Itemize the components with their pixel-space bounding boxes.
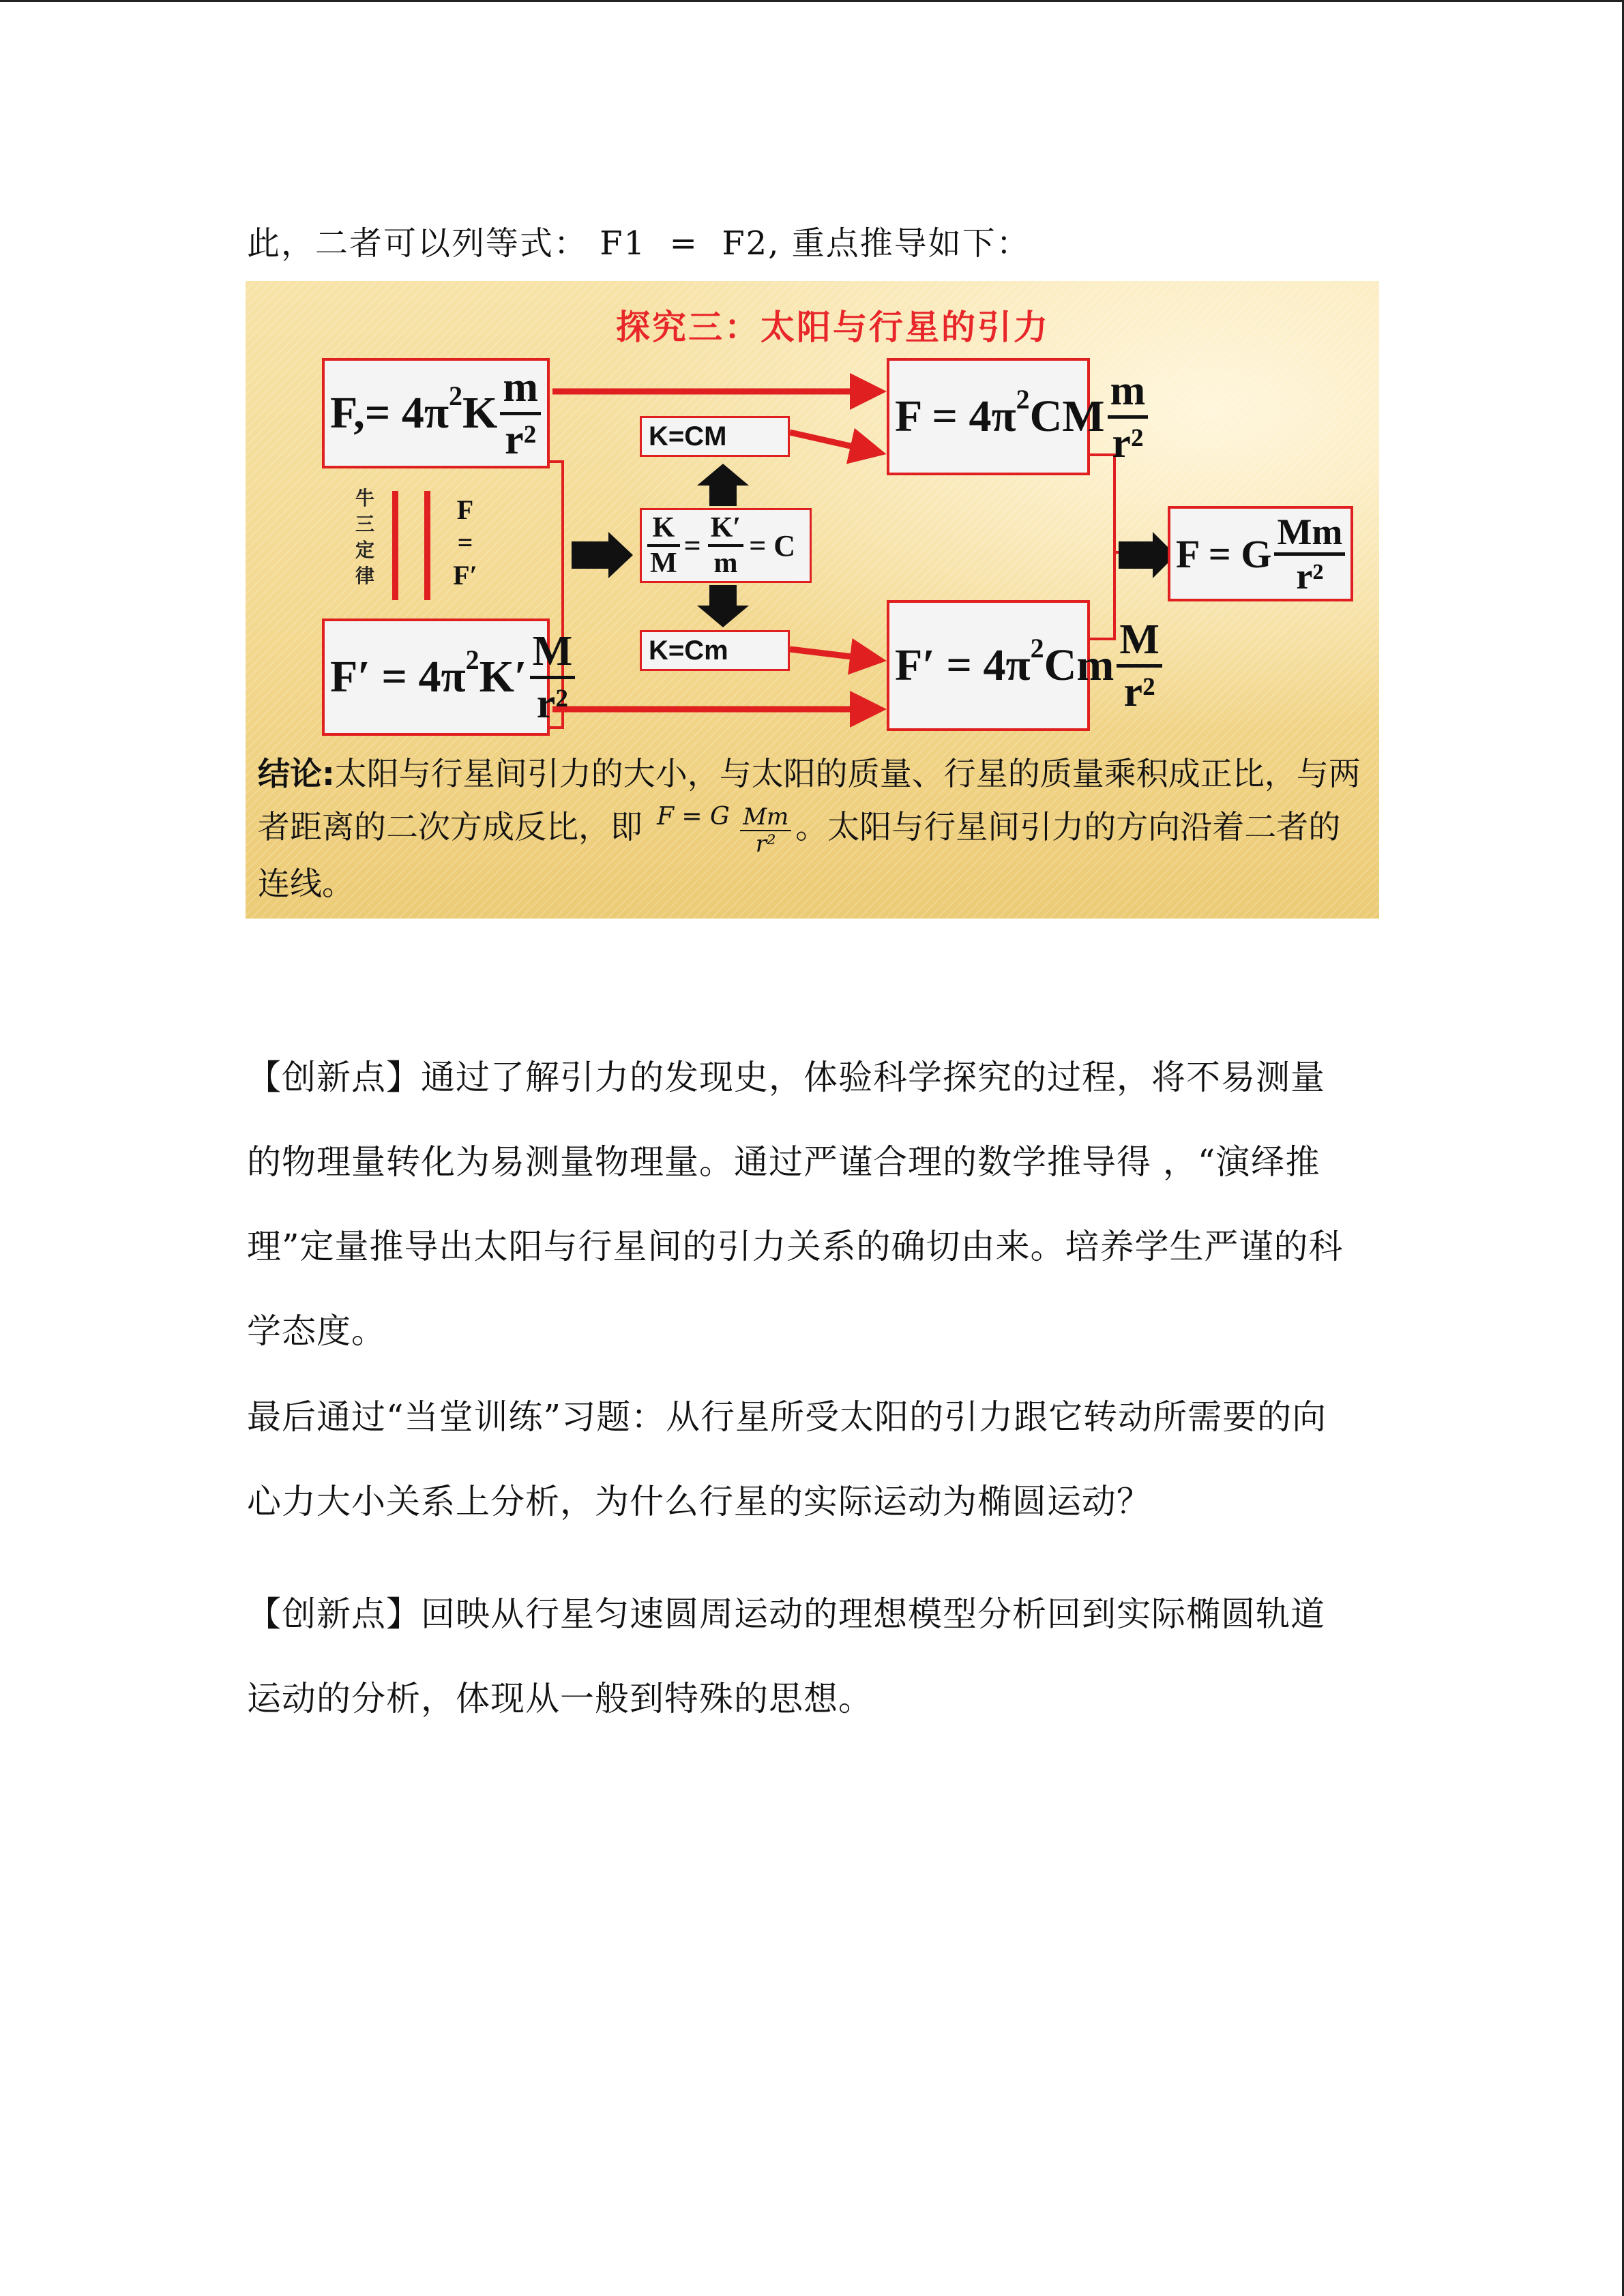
conclusion-formula-lhs: F = G bbox=[656, 803, 730, 831]
fraction-numerator: K′ bbox=[710, 512, 741, 543]
third-law-char: 三 bbox=[355, 513, 374, 535]
fraction-denominator: r² bbox=[536, 680, 568, 727]
fraction-numerator: m bbox=[503, 363, 539, 411]
formula-top-left bbox=[322, 358, 550, 468]
third-law-label bbox=[351, 486, 379, 589]
formula-sup: 2 bbox=[1016, 383, 1030, 415]
ratio-equals: = bbox=[683, 528, 701, 563]
third-law-char: 定 bbox=[355, 539, 374, 561]
f-ratio-top: F bbox=[456, 494, 474, 525]
third-law-char: 律 bbox=[355, 565, 374, 587]
formula-lhs: F = G bbox=[1176, 531, 1272, 576]
black-arrow-down bbox=[697, 585, 749, 627]
ratio-fraction-2 bbox=[708, 511, 743, 580]
formula-lhs: F = 4π bbox=[895, 391, 1016, 441]
fraction-denominator: r² bbox=[505, 416, 537, 463]
red-bar-left bbox=[392, 491, 398, 600]
paragraph-innovation-2: 【创新点】回映从行星匀速圆周运动的理想模型分析回到实际椭圆轨道运动的分析，体现从一般到特殊的思想。 bbox=[247, 1594, 1325, 1718]
third-law-char: 牛 bbox=[355, 487, 374, 509]
formula-lhs: F,= 4π bbox=[330, 388, 449, 438]
fraction-numerator: m bbox=[1110, 367, 1146, 414]
formula-lhs: F′ = 4π bbox=[895, 640, 1031, 690]
formula-bottom-left bbox=[322, 618, 573, 736]
arrow-kcm-lower bbox=[790, 649, 874, 659]
fraction-denominator: r² bbox=[1296, 555, 1324, 597]
conclusion-text-b: 。太阳与行星间引力的方向沿着二者的连线。 bbox=[258, 809, 1341, 903]
arrow-kcm-upper bbox=[790, 432, 874, 451]
formula-mid: K′ bbox=[479, 652, 527, 702]
formula-mid: CM bbox=[1029, 391, 1105, 441]
ratio-rhs: = C bbox=[749, 528, 796, 563]
fraction-numerator: M bbox=[532, 627, 573, 674]
conclusion-lead: 结论: bbox=[258, 756, 335, 793]
paragraph-exercise: 最后通过“当堂训练”习题：从行星所受太阳的引力跟它转动所需要的向心力大小关系上分析，为什么行星的实际运动为椭圆运动？ bbox=[247, 1397, 1327, 1521]
conclusion bbox=[258, 751, 1370, 908]
fraction-numerator: K bbox=[652, 512, 675, 543]
formula-sup: 2 bbox=[465, 644, 479, 675]
slide-image bbox=[246, 281, 1379, 919]
formula-fraction bbox=[530, 627, 576, 728]
paragraph-innovation-1: 【创新点】通过了解引力的发现史，体验科学探究的过程，将不易测量的物理量转化为易测量物理量。通过严谨合理的数学推导得 ，“演绎推理”定量推导出太阳与行星间的引力关系的确切由来。培养学生严谨的科学态度。 bbox=[247, 1058, 1344, 1351]
black-arrow-right-1 bbox=[572, 532, 633, 578]
formula-sup: 2 bbox=[1030, 632, 1044, 664]
fraction-denominator: M bbox=[650, 548, 677, 579]
k-cm-lower: K=Cm bbox=[640, 630, 790, 671]
f-ratio-bottom: F′ bbox=[453, 560, 477, 591]
formula-mid: Cm bbox=[1044, 640, 1114, 690]
ratio-box bbox=[640, 508, 812, 583]
fraction-denominator: r² bbox=[755, 831, 776, 858]
fraction-denominator: m bbox=[713, 548, 738, 579]
fraction-numerator: M bbox=[1119, 616, 1160, 663]
formula-fraction bbox=[1274, 511, 1345, 597]
conclusion-text-a: 太阳与行星间引力的大小，与太阳的质量、行星的质量乘积成正比，与两者距离的二次方成反比，即 bbox=[258, 756, 1361, 846]
formula-bottom-right bbox=[887, 600, 1160, 731]
formula-final bbox=[1168, 506, 1353, 601]
fraction-numerator: Mm bbox=[743, 803, 789, 831]
f-ratio bbox=[445, 494, 486, 592]
formula-fraction bbox=[1117, 615, 1162, 717]
slide-title: 探究三：太阳与行星的引力 bbox=[616, 308, 1050, 347]
formula-lhs: F′ = 4π bbox=[330, 652, 466, 702]
black-arrow-up bbox=[697, 464, 749, 506]
bracket-right bbox=[1090, 455, 1114, 639]
formula-fraction bbox=[500, 363, 541, 464]
k-cm-upper: K=CM bbox=[640, 416, 790, 457]
fraction-numerator: Mm bbox=[1277, 511, 1343, 552]
formula-top-right bbox=[887, 358, 1146, 475]
conclusion-formula-fraction bbox=[740, 804, 791, 857]
red-bar-right bbox=[424, 491, 430, 600]
formula-mid: K bbox=[462, 388, 498, 438]
intro-line: 此，二者可以列等式： F1 = F2, 重点推导如下： bbox=[247, 224, 1031, 263]
formula-fraction bbox=[1108, 366, 1149, 468]
formula-sup: 2 bbox=[449, 380, 463, 411]
fraction-denominator: r² bbox=[1112, 419, 1144, 466]
conclusion-formula bbox=[657, 794, 791, 857]
ratio-fraction-1 bbox=[647, 511, 680, 580]
f-ratio-mid: = bbox=[457, 527, 473, 558]
fraction-denominator: r² bbox=[1123, 668, 1155, 715]
